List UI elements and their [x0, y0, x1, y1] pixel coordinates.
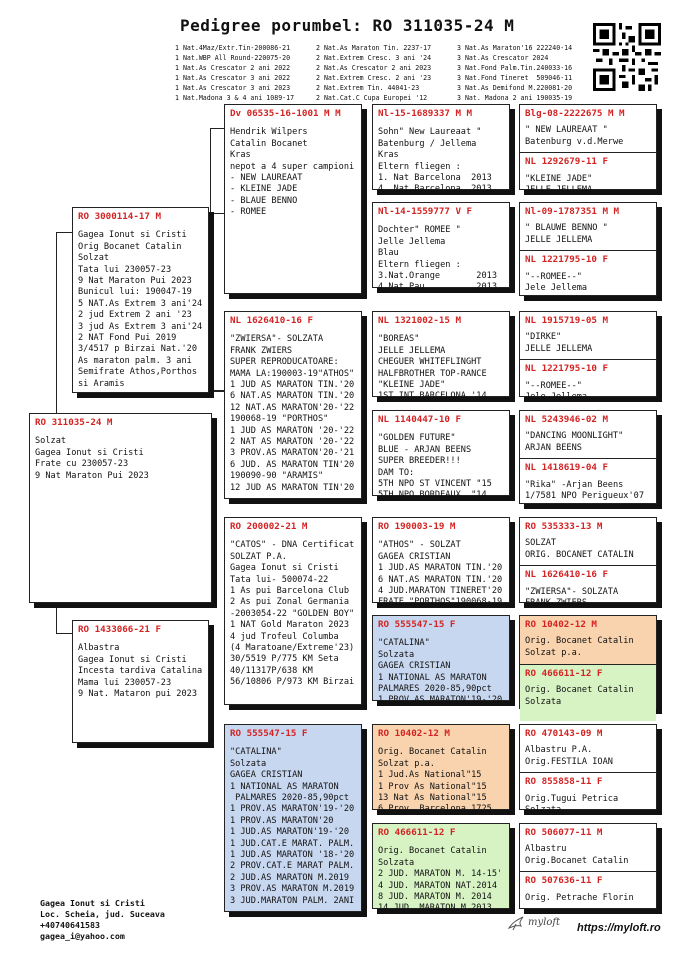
card-line: JELLE JELLEMA: [378, 345, 446, 356]
dove-logo-icon: [507, 914, 527, 932]
page-title: Pedigree porumbel: RO 311035-24 M: [180, 16, 515, 35]
ring-number: RO 1433066-21 F: [78, 624, 161, 635]
card-line: 56/10806 P/973 KM Birzai: [230, 677, 355, 688]
card-line: SUPER REPRODUCATOARE:: [230, 357, 339, 368]
g5-pair-card[interactable]: [519, 311, 657, 403]
breeder-email[interactable]: gagea_i@yahoo.com: [40, 931, 125, 941]
card-line: Albastru P.A.: [525, 745, 593, 756]
card-line: 1 PROV.AS MARATON'19-'20: [230, 804, 355, 815]
ring-number: RO 311035-24 M: [35, 417, 113, 428]
card-line: "ZWIERSA"- SOLZATA: [525, 586, 619, 597]
g5-pair-card[interactable]: [519, 823, 657, 909]
card-line: 6 NAT.AS MARATON TIN.'20: [378, 574, 503, 585]
card-line: Orig. Petrache Florin: [525, 892, 634, 903]
card-line: 12 JUD AS MARATON TIN'20: [230, 482, 355, 493]
ring-number: NL 5243946-02 M: [525, 414, 608, 425]
card-line: "--ROMEE--": [525, 380, 582, 391]
card-line: "KLEINE JADE": [378, 380, 446, 391]
card-line: SOLZAT: [525, 538, 557, 549]
card-line: 2 JUD. MARATON M. 14-15': [378, 869, 503, 880]
card-line: 9 Nat Maraton Pui 2023: [78, 276, 192, 287]
g5-pair-card[interactable]: [519, 104, 657, 196]
card-line: - KLEINE JADE: [230, 184, 298, 195]
qr-code-icon[interactable]: [593, 23, 661, 91]
g5-pair-card[interactable]: [519, 202, 657, 296]
card-line: " BLAUWE BENNO ": [525, 223, 608, 234]
card-line: 1/7581 NPO Perigueux'07: [525, 491, 644, 502]
card-line: "--ROMEE--": [525, 271, 582, 282]
card-line: Solzat: [78, 253, 110, 264]
card-line: ARJAN BEENS: [525, 442, 582, 453]
card-line: (4 Maratoane/Extreme'23): [230, 643, 355, 654]
card-line: 1 As pui Barcelona Club: [230, 586, 349, 597]
card-line: 30/5519 P/775 KM Seta: [230, 654, 339, 665]
card-line: MAMA LA:190003-19"ATHOS": [230, 368, 355, 379]
card-line: Orig. Bocanet Catalin: [378, 846, 487, 857]
card-line: Sohn" New Laureaat ": [378, 127, 482, 138]
card-line: 4 jud Trofeul Columba: [230, 631, 339, 642]
card-line: Orig. Bocanet Catalin: [525, 685, 634, 696]
card-line: - NEW LAUREAAT: [230, 173, 303, 184]
ring-number: Dv 06535-16-1001 M M: [230, 108, 341, 119]
ring-number: RO 855858-11 F: [525, 776, 603, 788]
card-line: 3 PROV.AS MARATON M.2019: [230, 884, 355, 895]
ds-card[interactable]: [224, 517, 362, 705]
card-line: Gagea Ionut si Cristi: [230, 563, 339, 574]
g5-pair-card[interactable]: [519, 410, 657, 504]
card-line: 4 JUD. MARATON NAT.2014: [378, 880, 497, 891]
card-line: Solzata: [378, 649, 415, 660]
card-line: FRANK ZWIERS: [230, 345, 293, 356]
card-line: 1 JUD.CAT.E MARAT. PALM.: [230, 838, 355, 849]
card-line: 14 JUD. MARATON M.2013: [378, 903, 492, 914]
card-line: 1 NATIONAL AS MARATON: [230, 781, 339, 792]
card-line: 1 JUD AS MARATON '20-'22: [230, 425, 355, 436]
ring-number: NL 1626410-16 F: [525, 569, 608, 581]
breeder-phone[interactable]: +40740641583: [40, 920, 100, 930]
card-line: Solzata: [525, 696, 562, 707]
card-line: 6 NAT.AS MARATON TIN.'20: [230, 391, 355, 402]
dds-card[interactable]: [372, 724, 510, 815]
card-line: 1 JUD.AS MARATON TIN.'20: [378, 563, 503, 574]
achievements-col-2: 2 Nat.As Maraton Tin. 2237-17 2 Nat.Extrem Cresc. 3 ani '24 2 Nat.As Crescator 2 ani 2023 2 Nat.Extrem Cresc. 2 ani '23 2 Nat.Extrem Tin. 44041-23 2 Nat.Cat.C Cupa Europei '12: [316, 44, 432, 102]
sds-card[interactable]: [372, 311, 510, 402]
g5-pair-card[interactable]: [519, 615, 657, 709]
card-line: PALMARES 2020-85,90pct: [378, 684, 492, 695]
website-link[interactable]: https://myloft.ro: [577, 922, 661, 934]
card-line: Hendrik Wilpers: [230, 127, 308, 138]
ring-number: Nl-14-1559777 V F: [378, 206, 473, 217]
ring-number: NL 1140447-10 F: [378, 414, 461, 425]
card-line: Orig. Bocanet Catalin: [378, 747, 487, 758]
card-line: Solzat: [35, 436, 67, 447]
card-line: HALFBROTHER TOP-RANCE: [378, 368, 487, 379]
card-line: "CATALINA": [378, 638, 430, 649]
card-line: JELLE JELLEMA: [525, 185, 593, 196]
card-line: " NEW LAUREAAT ": [525, 125, 608, 136]
card-line: GAGEA CRISTIAN: [230, 770, 303, 781]
ring-number: RO 555547-15 F: [230, 728, 308, 739]
ring-number: NL 1321002-15 M: [378, 315, 461, 326]
card-line: 40/11317P/638 KM: [230, 665, 313, 676]
ring-number: RO 10402-12 M: [378, 728, 450, 739]
myloft-logo: myloft: [528, 917, 561, 928]
card-line: 12 NAT.AS MARATON'20-'22: [230, 402, 355, 413]
card-line: Orig.FESTILA IOAN: [525, 756, 613, 767]
card-line: 2 PROV.CAT.E MARAT PALM.: [230, 861, 355, 872]
card-line: si Aramis: [78, 378, 125, 389]
card-line: 4 JUD.MARATON TINERET'20: [378, 586, 503, 597]
achievements-col-1: 1 Nat.4Maz/Extr.Tin-200086-21 1 Nat.WBP All Round-220075-20 1 Nat.As Crescator 2 ani 2022 1 Nat.As Crescator 3 ani 2022 1 Nat.As Crescator 3 ani 2023 1 Nat.Madona 3 & 4 ani 1089-17: [175, 44, 295, 102]
ring-number: RO 466611-12 F: [525, 668, 603, 679]
card-line: "BOREAS": [378, 334, 420, 345]
card-line: JELLE JELLEMA: [525, 343, 593, 354]
ring-number: RO 507636-11 F: [525, 875, 603, 887]
g5-pair-card[interactable]: [519, 517, 657, 609]
sd-card[interactable]: [224, 311, 362, 499]
card-line: 4.Nat.Pau 2013: [378, 282, 497, 293]
card-line: FRATE "PORTHOS"190068-19: [378, 597, 503, 608]
card-line: Solzat p.a.: [525, 647, 582, 658]
card-line: BLUE - ARJAN BEENS: [378, 444, 472, 455]
breeder-contact: [40, 898, 165, 942]
card-line: nepot a 4 super campioni: [230, 161, 355, 172]
card-line: - BLAUE BENNO: [230, 195, 298, 206]
card-line: Bunicul lui: 190047-19: [78, 287, 192, 298]
ring-number: NL 1292679-11 F: [525, 156, 608, 168]
breeder-address: Loc. Scheia, jud. Suceava: [40, 909, 165, 919]
card-line: Kras: [378, 150, 399, 161]
card-line: 190090-90 "ARAMIS": [230, 471, 324, 482]
card-line: 1 JUD.AS MARATON'19-'20: [230, 827, 349, 838]
card-line: Orig. Bocanet Catalin: [525, 636, 634, 647]
ring-number: Nl-09-1787351 M M: [525, 206, 620, 217]
card-line: 5TH NPO BORDEAUX "14: [378, 490, 487, 501]
ring-number: NL 1221795-10 F: [525, 363, 608, 375]
ring-number: Nl-15-1689337 M M: [378, 108, 473, 119]
card-line: Batenburg / Jellema: [378, 138, 477, 149]
card-line: Orig Bocanet Catalin: [78, 241, 182, 252]
card-line: 2 NAT AS MARATON '20-'22: [230, 437, 355, 448]
card-line: Solzata: [525, 805, 562, 816]
card-line: 1. Nat Barcelona 2013: [378, 173, 492, 184]
card-line: ORIG. BOCANET CATALIN: [525, 549, 634, 560]
card-line: 2 As pui Zonal Germania: [230, 597, 349, 608]
card-line: CHEGUER WHITEFLINGHT: [378, 357, 482, 368]
card-line: 190068-19 "PORTHOS": [230, 414, 329, 425]
card-line: 2 NAT Fond Pui 2019: [78, 333, 177, 344]
card-line: "DANCING MOONLIGHT": [525, 431, 624, 442]
ring-number: NL 1418619-04 F: [525, 462, 608, 474]
card-line: FRANK ZWIERS: [525, 598, 588, 609]
breeder-name: Gagea Ionut si Cristi: [40, 898, 145, 908]
card-line: "DIRKE": [525, 332, 562, 343]
card-line: 1 PROV.AS MARATON'19-'20: [378, 695, 503, 706]
card-line: Kras: [230, 150, 251, 161]
ring-number: RO 200002-21 M: [230, 521, 308, 532]
ring-number: RO 555547-15 F: [378, 619, 456, 630]
dam-card[interactable]: [72, 620, 209, 743]
card-line: JELLE JELLEMA: [525, 234, 593, 245]
card-line: -2003054-22 "GOLDEN BOY": [230, 608, 355, 619]
card-line: 3.Nat.Orange 2013: [378, 271, 497, 282]
card-line: Frate cu 230057-23: [35, 459, 129, 470]
card-line: 6 JUD. AS MARATON TIN'20: [230, 459, 355, 470]
card-line: Mama lui 230057-23: [78, 677, 172, 688]
card-line: Blau: [378, 248, 399, 259]
card-line: "Rika" -Arjan Beens: [525, 479, 624, 490]
card-line: Orig.Tugui Petrica: [525, 793, 619, 804]
card-line: 8 JUD. MARATON M. 2014: [378, 892, 492, 903]
card-line: SUPER BREEDER!!!: [378, 456, 461, 467]
card-line: Gagea Ionut si Cristi: [78, 654, 187, 665]
card-line: Albastra: [78, 643, 120, 654]
dsd-card[interactable]: [372, 615, 510, 706]
ss-card[interactable]: [224, 104, 362, 294]
ring-number: NL 1221795-10 F: [525, 254, 608, 266]
card-line: Semifrate Athos,Porthos: [78, 367, 197, 378]
card-line: "ATHOS" - SOLZAT: [378, 540, 461, 551]
card-line: 1 JUD.AS MARATON '18-'20: [230, 850, 355, 861]
card-line: Eltern fliegen :: [378, 161, 461, 172]
card-line: Batenburg v.d.Merwe: [525, 136, 624, 147]
ring-number: RO 470143-09 M: [525, 728, 603, 739]
dss-card[interactable]: [372, 517, 510, 608]
card-line: GAGEA CRISTIAN: [378, 551, 451, 562]
card-line: "CATALINA": [230, 747, 282, 758]
card-line: - ROMEE: [230, 207, 267, 218]
ssd-card[interactable]: [372, 202, 510, 293]
card-line: 1 NAT Gold Maraton 2023: [230, 620, 349, 631]
card-line: As maraton palm. 3 ani: [78, 355, 192, 366]
card-line: Incesta tardiva Catalina: [78, 666, 203, 677]
card-line: 9 Nat Maraton Pui 2023: [35, 470, 149, 481]
ring-number: RO 10402-12 M: [525, 619, 597, 630]
card-line: "GOLDEN FUTURE": [378, 433, 456, 444]
card-line: "KLEINE JADE": [525, 173, 593, 184]
card-line: Eltern fliegen :: [378, 259, 461, 270]
card-line: Catalin Bocanet: [230, 138, 308, 149]
card-line: 5TH NPO ST VINCENT "15: [378, 479, 492, 490]
ring-number: RO 190003-19 M: [378, 521, 456, 532]
ring-number: RO 3000114-17 M: [78, 211, 161, 222]
card-line: Solzata: [230, 758, 267, 769]
subject-card[interactable]: [29, 413, 212, 603]
card-line: 1 PROV.AS MARATON'20: [230, 815, 334, 826]
ring-number: RO 466611-12 F: [378, 827, 456, 838]
card-line: 6 Prov. Barcelona 1725: [378, 804, 492, 815]
card-line: 1 JUD AS MARATON TIN.'20: [230, 380, 355, 391]
card-line: Orig.Bocanet Catalin: [525, 855, 629, 866]
ddd-card[interactable]: [372, 823, 510, 914]
card-line: 3 jud As Extrem 3 ani'24: [78, 321, 203, 332]
card-line: 9 Nat. Mataron pui 2023: [78, 689, 197, 700]
card-line: Gagea Ionut si Cristi: [78, 230, 187, 241]
card-line: 2 JUD.AS MARATON M.2019: [230, 872, 349, 883]
card-line: 13 Nat As National"15: [378, 793, 487, 804]
card-line: "CATOS" - DNA Certificat: [230, 540, 355, 551]
card-line: Jelle Jellema: [378, 236, 446, 247]
card-line: 3/4517 p Birzai Nat.'20: [78, 344, 197, 355]
card-line: 2 jud Extrem 2 ani '23: [78, 310, 192, 321]
card-line: 3 PROV.AS MARATON'20-'21: [230, 448, 355, 459]
card-line: "ZWIERSA"- SOLZATA: [230, 334, 324, 345]
ring-number: NL 1915719-05 M: [525, 315, 608, 326]
card-line: Jele Jellema: [525, 283, 588, 294]
ring-number: RO 506077-11 M: [525, 827, 603, 838]
card-line: GAGEA CRISTIAN: [378, 661, 451, 672]
card-line: SOLZAT P.A.: [230, 551, 287, 562]
sdd-card[interactable]: [372, 410, 510, 501]
ring-number: NL 1626410-16 F: [230, 315, 313, 326]
card-line: Jele Jellema: [525, 392, 588, 403]
card-line: PALMARES 2020-85,90pct: [230, 793, 349, 804]
card-line: DAM TO:: [378, 467, 415, 478]
card-line: 1 NATIONAL AS MARATON: [378, 672, 487, 683]
sire-card[interactable]: [72, 207, 209, 393]
card-line: 1 Jud.As National"15: [378, 770, 482, 781]
sss-card[interactable]: [372, 104, 510, 195]
g5-pair-card[interactable]: [519, 724, 657, 816]
card-line: Solzat p.a.: [378, 758, 435, 769]
achievements-col-3: 3 Nat.As Maraton'16 222240-14 3 Nat.As Crescator 2024 3 Nat.Fond Palm.Tin.240033-16 3 Nat.Fond Tineret 509046-11 3 Nat.As Demifond M.220081-20 3 Nat. Madona 2 ani 190035-19: [457, 44, 573, 102]
card-line: 1 Prov As National"15: [378, 781, 487, 792]
card-line: 1ST INT BARCELONA '14: [378, 391, 487, 402]
card-line: Gagea Ionut si Cristi: [35, 447, 144, 458]
ring-number: Blg-08-2222675 M M: [525, 108, 625, 119]
card-line: Solzata: [378, 857, 415, 868]
card-line: 5 NAT.As Extrem 3 ani'24: [78, 298, 203, 309]
card-line: Dochter" ROMEE ": [378, 225, 461, 236]
card-line: Tata lui- 500074-22: [230, 574, 329, 585]
card-line: 4. Nat Barcelona 2013: [378, 184, 492, 195]
card-line: 3 JUD.MARATON PALM. 2ANI: [230, 895, 355, 906]
dd-card[interactable]: [224, 724, 362, 912]
card-line: Albastru: [525, 844, 567, 855]
ring-number: RO 535333-13 M: [525, 521, 603, 532]
card-line: Tata lui 230057-23: [78, 264, 172, 275]
